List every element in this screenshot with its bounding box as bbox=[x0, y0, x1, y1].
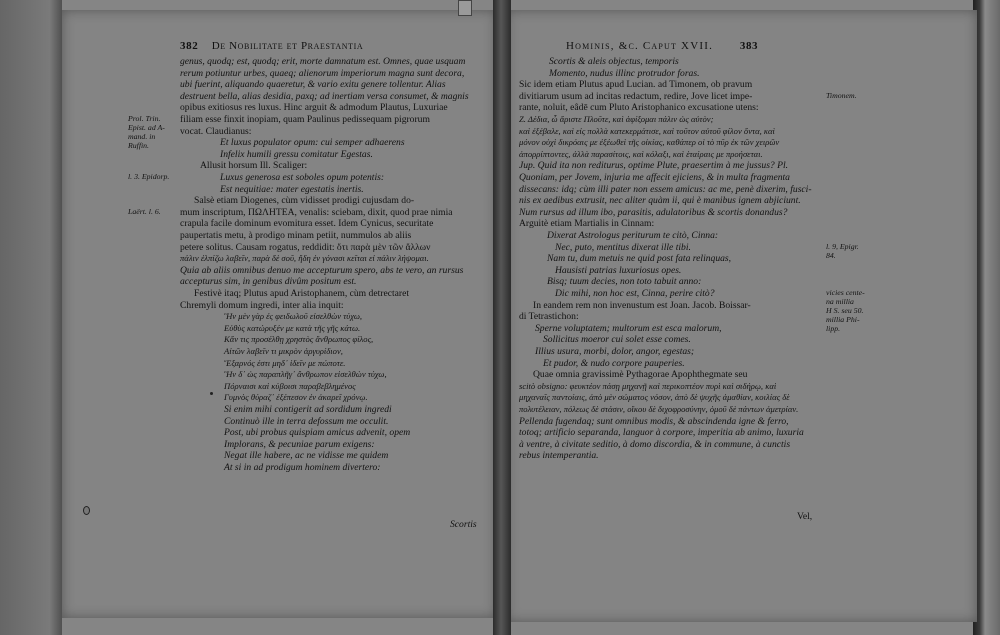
text-line: genus, quodq; est, quodq; erit, morte damnatum est. Omnes, quae usquam bbox=[180, 56, 466, 67]
text-line: Momento, nudus illinc protrudor foras. bbox=[549, 67, 700, 79]
text-line: Et pudor, & nudo corpore pauperies. bbox=[543, 357, 685, 369]
text-line: Implorans, & pecuniae parum exigens: bbox=[224, 438, 375, 450]
text-line: Sollicitus moeror cui solet esse comes. bbox=[543, 334, 691, 346]
text-line: nis ex aedibus extrusit, nec aliter quàm ii, qui è manibus ignem abjiciunt. bbox=[519, 195, 801, 207]
left-book-edge bbox=[0, 0, 62, 635]
text-line: Αἰτῶν λαβεῖν τι μικρὸν ἀργυρίδιον, bbox=[224, 346, 343, 356]
text-line: Negat ille habere, ac ne vidisse me quidem bbox=[224, 450, 389, 462]
text-line: Quoniam, per Jovem, injuria me affecit ejiciens, & in multa fragmenta bbox=[519, 172, 790, 183]
text-line: Ζ. Δέδια, ὦ ἄριστε Πλοῦτε, καὶ ἀφίξομαι πάλιν ὡς αὐτὸν; bbox=[519, 114, 714, 124]
text-line: Jup. Quid ita non rediturus, optime Plute, praesertim à me jussus? Pl. bbox=[519, 160, 789, 172]
text-line: Nam tu, dum metuis ne quid post fata relinquas, bbox=[547, 253, 732, 265]
text-line: Illius usura, morbi, dolor, angor, egestas; bbox=[535, 346, 695, 357]
page-clip bbox=[458, 0, 472, 16]
margin-note: Laërt. l. 6. bbox=[128, 206, 161, 216]
left-page-number: 382 bbox=[180, 40, 199, 52]
margin-note: vicies cente- na millia H S. seu 50. millia Phi- lipp. bbox=[826, 288, 865, 333]
text-line: Et luxus populator opum: cui semper adhaerens bbox=[220, 137, 405, 149]
right-page-number: 383 bbox=[739, 40, 759, 52]
text-line: Quae omnia gravissimè Pythagorae Apophthegmate seu bbox=[533, 369, 748, 381]
text-line: καὶ ἐξέβαλε, καὶ εἰς πολλὰ κατεκερμάτισε, καὶ τοῦτον αὐτοῦ φίλον ὄντα, καὶ bbox=[519, 125, 775, 136]
text-line: Si enim mihi contigerit ad sordidum ingredi bbox=[224, 404, 392, 415]
text-line: filiam esse finxit inopiam, quam Paulinus pedissequam pigrorum bbox=[180, 114, 430, 125]
text-line: accepturus sim, in genibus divûm positum est. bbox=[180, 276, 357, 288]
text-line: Bisq; tuum decies, non toto tabuit anno: bbox=[547, 276, 702, 288]
text-line: Hausisti patrias luxuriosus opes. bbox=[555, 264, 682, 276]
text-line: divitiarum usum ad incitas redactum, redire, Jove licet impe- bbox=[519, 90, 753, 102]
text-line: vocat. Claudianus: bbox=[180, 125, 252, 137]
text-line: mum inscriptum, ΠΩΛΗΤΕΑ, venalis: sciebam, dixit, quod prae nimia bbox=[180, 206, 453, 218]
text-line: dissecans: idq; cùm illi pater non essem amicus: ac me, penè dixerim, fusci- bbox=[519, 183, 812, 195]
text-line: totoq; artificio separanda, languor à corpore, imperitia ab animo, luxuria bbox=[519, 427, 804, 439]
bullet-mark bbox=[210, 392, 213, 395]
text-line: Nec, puto, mentitus dixerat ille tibi. bbox=[555, 241, 691, 253]
book-gutter bbox=[493, 0, 511, 635]
text-line: At si in ad prodigum hominem divertero: bbox=[224, 462, 381, 473]
text-line: Ἢν μὲν γὰρ ἐς φειδωλοῦ εἰσελθὼν τύχω, bbox=[224, 311, 363, 322]
text-line: In eandem rem non invenustum est Joan. Jacob. Boissar- bbox=[533, 299, 751, 311]
text-line: Εὐθὺς κατώρυξέν με κατὰ τῆς γῆς κάτω. bbox=[224, 322, 361, 333]
text-line: Κἄν τις προσέλθῃ χρηστὸς ἄνθρωπος φίλος, bbox=[224, 334, 374, 345]
text-line: Quia ab aliis omnibus denuo me accepturum spero, abs te vero, an rursus bbox=[180, 264, 464, 276]
text-line: Scortis & aleis objectus, temporis bbox=[549, 56, 679, 67]
text-line: Festivè itaq; Plutus apud Aristophanem, cùm detrectaret bbox=[194, 288, 410, 299]
text-line: πολυτέλειαν, πόλεως δὲ στάσιν, οἴκου δὲ διχοφροσύνην, ὁμοῦ δὲ πάντων ἀμετρίαν. bbox=[519, 404, 799, 414]
text-line: μόνον οὐχὶ δικρόαις με ἐξέωθεὶ τῆς οἰκίας, καθάπερ οἱ τὸ πῦρ ἐκ τῶν χειρῶν bbox=[519, 137, 780, 148]
text-line: Sic idem etiam Plutus apud Lucian. ad Timonem, ob pravum bbox=[519, 79, 753, 91]
text-line: Dic mihi, non hoc est, Cinna, perire citò? bbox=[555, 288, 715, 299]
right-catchword: Vel, bbox=[797, 511, 813, 522]
text-line: Chremyli domum ingredi, inter alia inquit: bbox=[180, 299, 344, 311]
text-line: πάλιν ἐλπίζω λαβεῖν, παρὰ δὲ σοῦ, ἤδη ἐν γόνασι κεῖται εἰ πάλιν λήψομαι. bbox=[180, 253, 429, 264]
text-line: petere solitus. Causam rogatus, reddidit: ὅτι παρὰ μὲν τῶν ἄλλων bbox=[180, 241, 431, 253]
text-line: paupertatis metu, à prodigo minam petiit, nummulos ab aliis bbox=[180, 230, 412, 241]
left-running-head bbox=[180, 40, 363, 52]
text-line: rebus intemperantia. bbox=[519, 450, 599, 462]
text-line: opibus exitiosus res luxus. Hinc arguit & admodum Plautus, Luxuriae bbox=[180, 102, 448, 114]
text-line: crapula facile dominum evomitura esset. Idem Cynicus, securitate bbox=[180, 218, 434, 230]
text-line: Salsè etiam Diogenes, cùm vidisset prodigi cujusdam do- bbox=[194, 195, 415, 207]
text-line: Pellenda fugendaq; sunt omnibus modis, & abscindenda igne & ferro, bbox=[519, 415, 789, 427]
text-line: Ἢν δ᾽ ὡς παραπλῆγ᾽ ἄνθρωπον εἰσελθὼν τύχω, bbox=[224, 369, 387, 380]
left-head-title: De Nobilitate et Praestantia bbox=[211, 40, 364, 52]
text-line: Allusit horsum Ill. Scaliger: bbox=[200, 160, 308, 172]
text-line: Πόρναισι καὶ κύβοισι παραβεβλημένος bbox=[224, 380, 356, 391]
text-line: Est nequitiae: mater egestatis inertis. bbox=[220, 183, 364, 195]
text-line: Ἔξαρνός ἐστι μηδ᾽ ἰδεῖν με πώποτε. bbox=[224, 357, 346, 368]
text-line: Γυμνὸς θύραζ᾽ ἐξέπεσον ἐν ἀκαρεῖ χρόνῳ. bbox=[224, 392, 368, 403]
right-head-title: Hominis, &c. Caput XVII. bbox=[566, 40, 714, 52]
text-line: Dixerat Astrologus periturum te citò, Cinna: bbox=[547, 230, 719, 241]
text-line: ἀπορρίπτοντες, ἀλλὰ παρασίτοις, καὶ κόλαξι, καὶ ἑταίραις με προήσεται. bbox=[519, 148, 763, 159]
margin-note: Prol. Trin. Epist. ad A- mand. in Ruffin. bbox=[128, 114, 165, 150]
text-line: Num rursus ad illum ibo, parasitis, adulatoribus & scortis donandus? bbox=[519, 206, 788, 218]
text-line: rante, noluit, eâdē cum Pluto Aristophanico excusatione utens: bbox=[519, 102, 759, 114]
text-line: à ventre, à civitate seditio, à domo discordia, & in commune, à cunctis bbox=[519, 438, 791, 450]
text-line: Sperne voluptatem; multorum est esca malorum, bbox=[535, 322, 722, 334]
text-line: destruent bella, alias desidia, paxq; ad inertiam versa consumet, & magnis bbox=[180, 90, 469, 102]
margin-note: l. 9, Epigr. 84. bbox=[826, 241, 859, 260]
ink-blot bbox=[83, 506, 90, 515]
right-running-head bbox=[566, 40, 758, 52]
left-catchword: Scortis bbox=[450, 519, 477, 530]
text-line: rerum potiuntur urbes, quaeq; alienorum imperiorum magna sunt decora, bbox=[180, 67, 465, 79]
text-line: Post, ubi probus quispiam amicus advenit, opem bbox=[224, 427, 411, 439]
right-book-edge bbox=[973, 0, 1000, 635]
text-line: scitò obsigno: φευκτέον πάσῃ μηχανῇ καὶ περικοπτέον πυρὶ καὶ σιδήρῳ, καὶ bbox=[519, 380, 777, 391]
text-line: ubi fuerint, aliquando quaeretur, & vario exitu genere tollentur. Alias bbox=[180, 79, 446, 91]
text-line: μηχαναῖς παντοίαις, ἀπὸ μὲν σώματος νόσον, ἀπὸ δὲ ψυχῆς ἀμαθίαν, κοιλίας δὲ bbox=[519, 392, 790, 403]
text-line: Luxus generosa est soboles opum potentis: bbox=[220, 172, 385, 183]
text-line: Continuò ille in terra defossum me occulit. bbox=[224, 415, 389, 427]
margin-note: Timonem. bbox=[826, 90, 857, 100]
text-line: di Tetrastichon: bbox=[519, 311, 579, 323]
margin-note: l. 3. Epidorp. bbox=[128, 172, 170, 181]
text-line: Infelix humili gressu comitatur Egestas. bbox=[220, 148, 373, 160]
text-line: Arguitè etiam Martialis in Cinnam: bbox=[519, 218, 655, 230]
